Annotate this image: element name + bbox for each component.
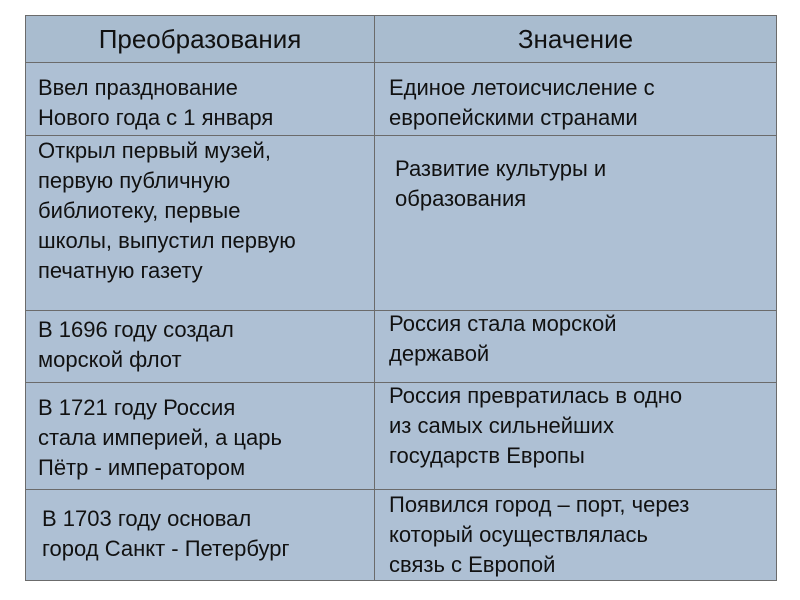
meaning-text: Россия стала морской державой (389, 311, 617, 366)
reform-text: Открыл первый музей, первую публичную библиотеку, первые школы, выпустил первую печатную газету (38, 138, 296, 283)
table-row-5-meaning (375, 490, 777, 581)
reform-text: В 1721 году Россия стала империей, а царь Пётр - императором (38, 395, 282, 480)
reform-text: Ввел празднование Нового года с 1 января (38, 75, 274, 130)
table-row-4-meaning (375, 383, 777, 490)
table-row-2-meaning (375, 136, 777, 311)
reforms-table (25, 15, 777, 581)
reform-text: В 1703 году основал город Санкт - Петербург (42, 506, 290, 561)
header-meaning (375, 16, 777, 63)
meaning-text: Россия превратилась в одно из самых сильнейших государств Европы (389, 383, 683, 468)
meaning-text: Единое летоисчисление с европейскими странами (389, 75, 655, 130)
meaning-text: Появился город – порт, через который осуществлялась связь с Европой (389, 492, 690, 577)
table-row-4-reform (26, 383, 375, 490)
reform-text: В 1696 году создал морской флот (38, 317, 234, 372)
table-row-1-reform (26, 63, 375, 136)
table-row-3-reform (26, 311, 375, 383)
table-row-3-meaning (375, 311, 777, 383)
header-reforms (26, 16, 375, 63)
header-meaning-label: Значение (517, 24, 634, 54)
header-reforms-label: Преобразования (98, 24, 302, 54)
table-row-2-reform (26, 136, 375, 311)
table-row-5-reform (26, 490, 375, 581)
meaning-text: Развитие культуры и образования (395, 156, 607, 211)
table-row-1-meaning (375, 63, 777, 136)
